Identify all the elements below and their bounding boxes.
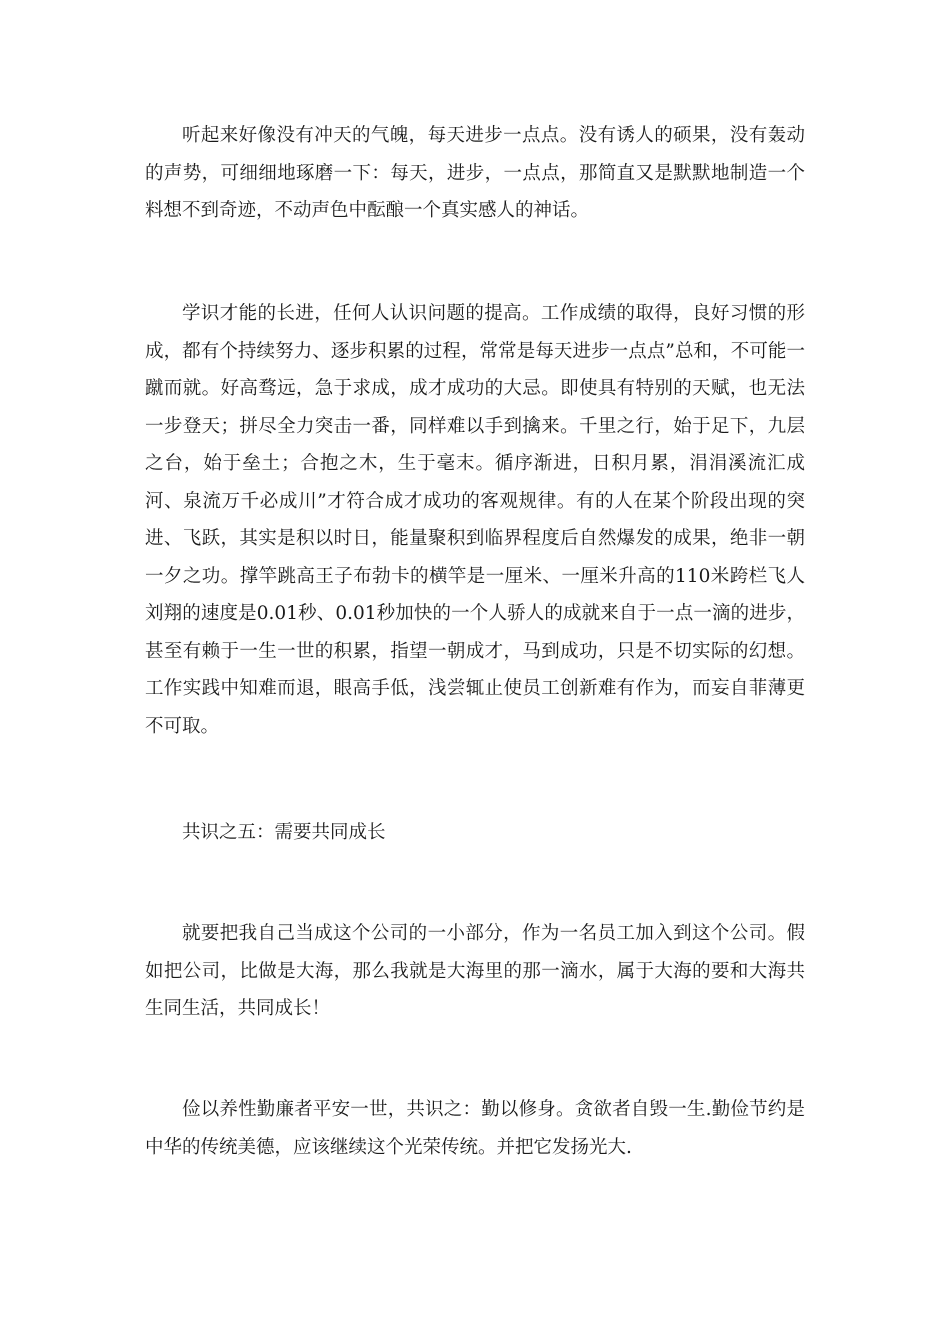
paragraph-grow-together: 就要把我自己当成这个公司的一小部分，作为一名员工加入到这个公司。假如把公司，比做是大海，那么我就是大海里的那一滴水，属于大海的要和大海共生同生活，共同成长！ xyxy=(145,923,805,1019)
paragraph-daily-progress: 听起来好像没有冲天的气魄，每天进步一点点。没有诱人的硕果，没有轰动的声势，可细细地琢磨一下：每天，进步，一点点，那简直又是默默地制造一个料想不到奇迹，不动声色中酝酿一个真实感人的神话。 xyxy=(145,125,805,221)
section-heading-consensus-five: 共识之五：需要共同成长 xyxy=(182,822,386,843)
paragraph-gradual-accumulation: 学识才能的长进，任何人认识问题的提高。工作成绩的取得，良好习惯的形成，都有个持续努力、逐步积累的过程，常常是每天进步一点点”总和，不可能一蹴而就。好高骛远，急于求成，成才成功的大忌。即使具有特别的天赋，也无法一步登天；拼尽全力突击一番，同样难以手到擒来。千里之行，始于足下，九层之台，始于垒土；合抱之木，生于毫末。循序渐进，日积月累，涓涓溪流汇成河、泉流万千必成川”才符合成才成功的客观规律。有的人在某个阶段出现的突进、飞跃，其实是积以时日，能量聚积到临界程度后自然爆发的成果，绝非一朝一夕之功。撑竿跳高王子布勃卡的横竿是一厘米、一厘米升高的110米跨栏飞人刘翔的速度是0.01秒、0.01秒加快的一个人骄人的成就来自于一点一滴的进步，甚至有赖于一生一世的积累，指望一朝成才，马到成功，只是不切实际的幻想。工作实践中知难而退，眼高手低，浅尝辄止使员工创新难有作为，而妄自菲薄更不可取。 xyxy=(145,303,805,737)
paragraph-thrift-diligence: 俭以养性勤廉者平安一世，共识之：勤以修身。贪欲者自毁一生.勤俭节约是中华的传统美德，应该继续这个光荣传统。并把它发扬光大. xyxy=(145,1099,805,1158)
